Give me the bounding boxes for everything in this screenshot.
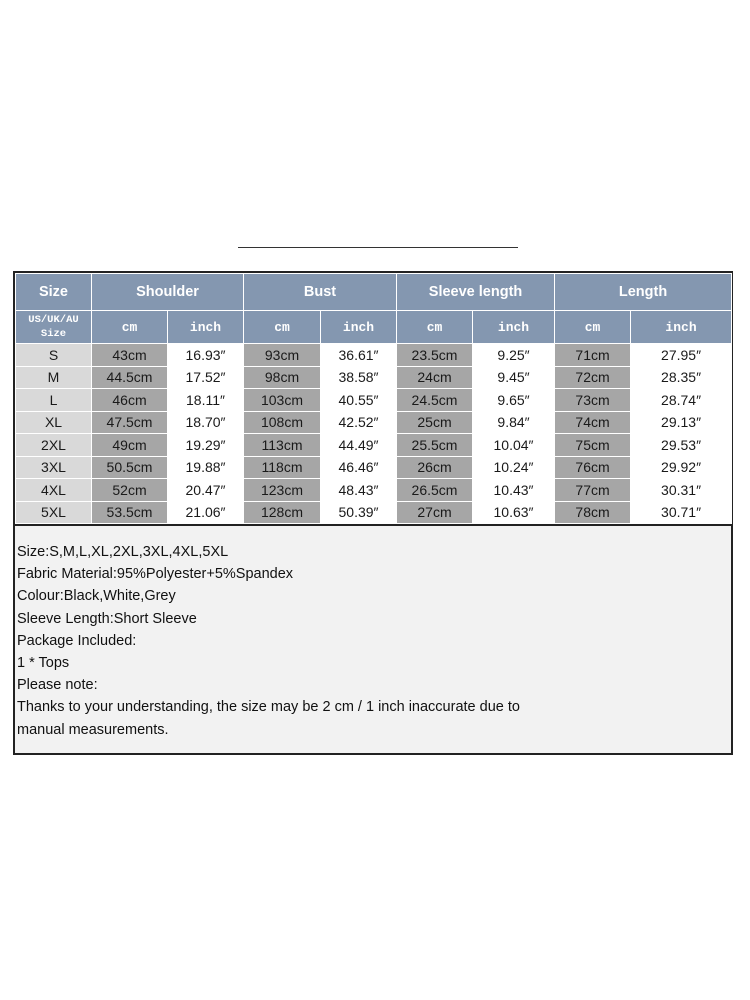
note-line: Size:S,M,L,XL,2XL,3XL,4XL,5XL xyxy=(17,544,229,560)
cell-shoulder-cm: 43cm xyxy=(92,344,168,367)
cell-shoulder-in: 21.06″ xyxy=(168,501,244,524)
cell-length-cm: 78cm xyxy=(555,501,631,524)
cell-bust-in: 46.46″ xyxy=(321,456,397,479)
cell-sleeve-cm: 24.5cm xyxy=(397,389,473,412)
cell-length-in: 29.53″ xyxy=(631,434,732,457)
cell-size: L xyxy=(16,389,92,412)
cell-bust-in: 42.52″ xyxy=(321,411,397,434)
cell-length-in: 28.74″ xyxy=(631,389,732,412)
table-row xyxy=(16,366,732,389)
cell-length-cm: 77cm xyxy=(555,479,631,502)
cell-size: 3XL xyxy=(16,456,92,479)
cell-bust-cm: 113cm xyxy=(244,434,321,457)
cell-bust-cm: 123cm xyxy=(244,479,321,502)
cell-shoulder-in: 19.88″ xyxy=(168,456,244,479)
cell-bust-in: 38.58″ xyxy=(321,366,397,389)
units-size-label-region: US/UK/AU xyxy=(28,314,79,326)
note-line: 1 * Tops xyxy=(17,655,70,672)
table-row xyxy=(16,411,732,434)
cell-bust-in: 50.39″ xyxy=(321,501,397,524)
cell-length-in: 29.92″ xyxy=(631,456,732,479)
cell-shoulder-cm: 52cm xyxy=(92,479,168,502)
product-notes xyxy=(15,524,731,753)
cell-sleeve-cm: 26cm xyxy=(397,456,473,479)
cell-bust-in: 44.49″ xyxy=(321,434,397,457)
cell-shoulder-cm: 50.5cm xyxy=(92,456,168,479)
cell-shoulder-in: 18.70″ xyxy=(168,411,244,434)
cell-shoulder-in: 16.93″ xyxy=(168,344,244,367)
cell-shoulder-cm: 47.5cm xyxy=(92,411,168,434)
cell-sleeve-in: 9.84″ xyxy=(473,411,555,434)
cell-shoulder-cm: 44.5cm xyxy=(92,366,168,389)
cell-shoulder-in: 20.47″ xyxy=(168,479,244,502)
unit-inch: inch xyxy=(473,311,555,344)
cell-bust-in: 40.55″ xyxy=(321,389,397,412)
cell-sleeve-in: 10.43″ xyxy=(473,479,555,502)
unit-cm: cm xyxy=(92,311,168,344)
cell-bust-in: 36.61″ xyxy=(321,344,397,367)
title-rule xyxy=(238,247,518,248)
unit-cm: cm xyxy=(244,311,321,344)
size-table xyxy=(15,273,732,524)
cell-bust-cm: 93cm xyxy=(244,344,321,367)
cell-sleeve-cm: 24cm xyxy=(397,366,473,389)
cell-length-cm: 74cm xyxy=(555,411,631,434)
cell-sleeve-cm: 26.5cm xyxy=(397,479,473,502)
header-shoulder: Shoulder xyxy=(92,274,244,311)
cell-bust-cm: 108cm xyxy=(244,411,321,434)
cell-sleeve-in: 9.45″ xyxy=(473,366,555,389)
cell-sleeve-cm: 23.5cm xyxy=(397,344,473,367)
unit-cm: cm xyxy=(555,311,631,344)
note-line: Please note: xyxy=(17,677,98,694)
unit-inch: inch xyxy=(631,311,732,344)
cell-length-in: 28.35″ xyxy=(631,366,732,389)
table-header-row xyxy=(16,274,732,311)
cell-shoulder-in: 19.29″ xyxy=(168,434,244,457)
cell-sleeve-in: 10.24″ xyxy=(473,456,555,479)
table-row xyxy=(16,501,732,524)
header-size: Size xyxy=(16,274,92,311)
cell-length-cm: 75cm xyxy=(555,434,631,457)
cell-shoulder-cm: 46cm xyxy=(92,389,168,412)
unit-inch: inch xyxy=(168,311,244,344)
cell-length-in: 30.71″ xyxy=(631,501,732,524)
cell-bust-cm: 118cm xyxy=(244,456,321,479)
cell-sleeve-in: 10.04″ xyxy=(473,434,555,457)
cell-length-in: 29.13″ xyxy=(631,411,732,434)
cell-bust-cm: 103cm xyxy=(244,389,321,412)
note-line: Package Included: xyxy=(17,632,137,649)
cell-sleeve-cm: 27cm xyxy=(397,501,473,524)
header-bust: Bust xyxy=(244,274,397,311)
table-row xyxy=(16,389,732,412)
cell-shoulder-in: 18.11″ xyxy=(168,389,244,412)
note-line: Colour:Black,White,Grey xyxy=(17,588,176,605)
table-row xyxy=(16,456,732,479)
cell-bust-cm: 98cm xyxy=(244,366,321,389)
table-row xyxy=(16,344,732,367)
cell-length-cm: 73cm xyxy=(555,389,631,412)
units-size-label xyxy=(16,311,92,344)
header-sleeve-length: Sleeve length xyxy=(397,274,555,311)
cell-size: S xyxy=(16,344,92,367)
cell-sleeve-cm: 25.5cm xyxy=(397,434,473,457)
cell-sleeve-cm: 25cm xyxy=(397,411,473,434)
table-units-row xyxy=(16,311,732,344)
cell-size: 2XL xyxy=(16,434,92,457)
cell-shoulder-in: 17.52″ xyxy=(168,366,244,389)
note-line: Sleeve Length:Short Sleeve xyxy=(17,610,197,627)
units-size-label-word: Size xyxy=(40,328,67,340)
cell-sleeve-in: 10.63″ xyxy=(473,501,555,524)
unit-inch: inch xyxy=(321,311,397,344)
cell-length-in: 27.95″ xyxy=(631,344,732,367)
cell-shoulder-cm: 49cm xyxy=(92,434,168,457)
cell-sleeve-in: 9.65″ xyxy=(473,389,555,412)
cell-size: XL xyxy=(16,411,92,434)
cell-length-cm: 76cm xyxy=(555,456,631,479)
cell-bust-in: 48.43″ xyxy=(321,479,397,502)
cell-size: 4XL xyxy=(16,479,92,502)
cell-sleeve-in: 9.25″ xyxy=(473,344,555,367)
unit-cm: cm xyxy=(397,311,473,344)
cell-shoulder-cm: 53.5cm xyxy=(92,501,168,524)
table-row xyxy=(16,479,732,502)
cell-bust-cm: 128cm xyxy=(244,501,321,524)
table-row xyxy=(16,434,732,457)
cell-length-in: 30.31″ xyxy=(631,479,732,502)
header-length: Length xyxy=(555,274,732,311)
cell-length-cm: 71cm xyxy=(555,344,631,367)
size-chart xyxy=(13,271,733,755)
cell-size: 5XL xyxy=(16,501,92,524)
cell-length-cm: 72cm xyxy=(555,366,631,389)
note-line: Thanks to your understanding, the size may be 2 cm / 1 inch inaccurate due to manual measurements. xyxy=(17,699,520,738)
note-line: Fabric Material:95%Polyester+5%Spandex xyxy=(17,566,294,583)
cell-size: M xyxy=(16,366,92,389)
